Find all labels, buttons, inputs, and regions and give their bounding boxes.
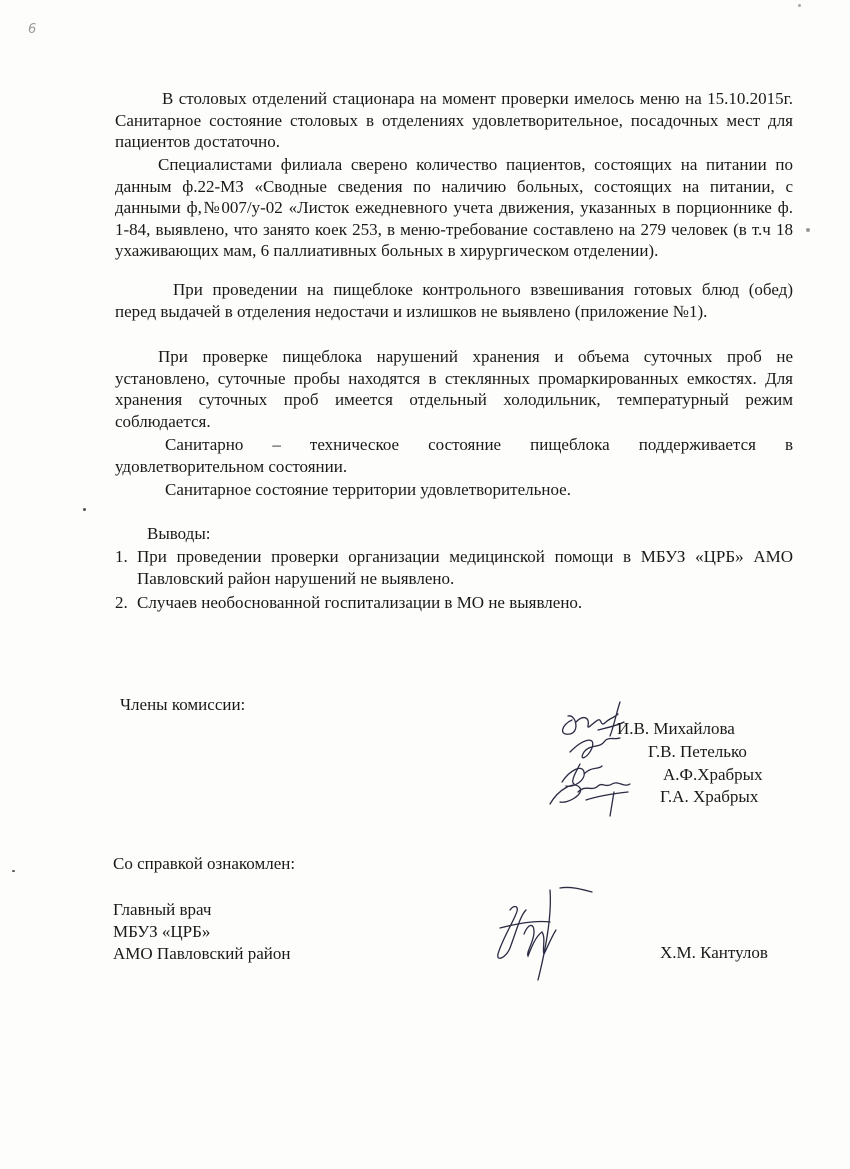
conclusion-number: 2. — [115, 593, 128, 612]
chief-position-line: МБУЗ «ЦРБ» — [113, 922, 211, 941]
scan-speck — [798, 4, 801, 7]
chief-position-line: АМО Павловский район — [113, 944, 291, 963]
paragraph-technical-state: Санитарно – техническое состояние пищеблока поддерживается в удовлетворительном состоянии. — [115, 435, 793, 476]
paragraph-daily-samples: При проверке пищеблока нарушений хранения и объема суточных проб не установлено, суточные пробы находятся в стеклянных промаркированных емкостях. Для хранения суточных проб имеется отдельный холодильник, температурный режим соблюдается. — [115, 347, 793, 431]
conclusion-item — [115, 546, 793, 589]
conclusion-text: Случаев необоснованной госпитализации в МО не выявлено. — [137, 593, 583, 612]
commission-label: Члены комиссии: — [120, 695, 246, 714]
commission-member: Г.В. Петелько — [648, 742, 747, 761]
scan-speck — [83, 508, 86, 511]
scan-speck — [12, 870, 15, 872]
chief-name: Х.М. Кантулов — [660, 943, 768, 962]
conclusion-text: При проведении проверки организации медицинской помощи в МБУЗ «ЦРБ» АМО Павловский район нарушений не выявлено. — [137, 547, 793, 588]
commission-member: А.Ф.Храбрых — [663, 765, 763, 784]
conclusion-number: 1. — [115, 547, 128, 566]
paragraph-patient-count: Специалистами филиала сверено количество пациентов, состоящих на питании по данным ф.22-МЗ «Сводные сведения по наличию больных, состоящих на питании, с данными ф,№007/у-02 «Листок ежедневного учета движения, указанных в порционнике ф. 1-84, выявлено, что занято коек 253, в меню-требование составлено на 279 человек (в т.ч 18 ухаживающих мам, 6 паллиативных больных в хирургическом отделении). — [115, 155, 793, 260]
chief-position — [113, 899, 290, 965]
chief-position-line: Главный врач — [113, 900, 212, 919]
paragraph-canteen: В столовых отделений стационара на момент проверки имелось меню на 15.10.2015г. Санитарное состояние столовых в отделениях удовлетворительное, посадочных мест для пациентов достаточно. — [115, 89, 793, 151]
commission-member: Г.А. Храбрых — [660, 787, 759, 806]
commission-member: И.В. Михайлова — [617, 719, 735, 738]
corner-handwritten-mark: 6 — [28, 22, 37, 37]
scan-speck — [806, 228, 810, 232]
conclusions-title: Выводы: — [147, 524, 211, 543]
chief-signature — [480, 880, 600, 990]
paragraph-territory: Санитарное состояние территории удовлетворительное. — [165, 480, 571, 499]
paragraph-weighing: При проведении на пищеблоке контрольного взвешивания готовых блюд (обед) перед выдачей в отделения недостачи и излишков не выявлено (приложение №1). — [115, 280, 793, 321]
conclusion-item — [115, 592, 793, 614]
acknowledgement-label: Со справкой ознакомлен: — [113, 854, 296, 873]
